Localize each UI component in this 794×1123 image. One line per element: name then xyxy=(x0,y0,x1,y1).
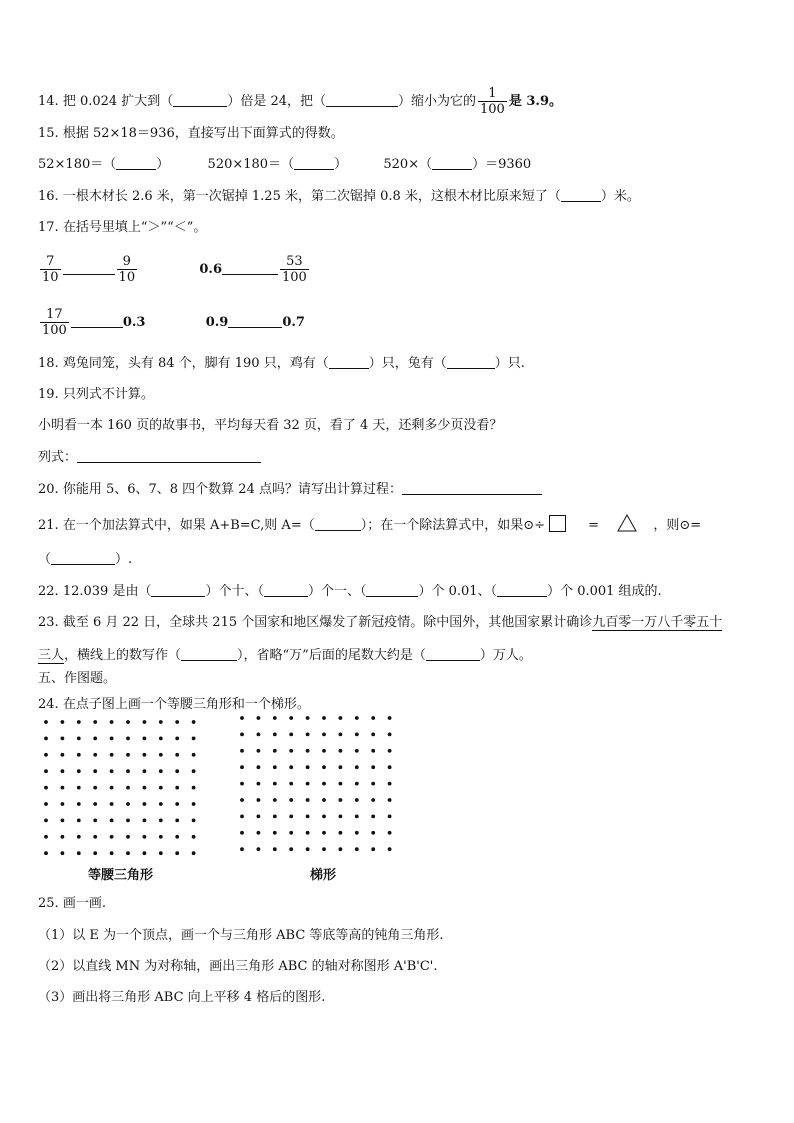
grid-dot[interactable] xyxy=(371,716,375,720)
answer-blank[interactable] xyxy=(366,582,418,597)
grid-dot[interactable] xyxy=(93,720,97,724)
grid-dot[interactable] xyxy=(355,831,359,835)
grid-dot[interactable] xyxy=(240,765,244,769)
answer-blank[interactable] xyxy=(326,92,398,107)
grid-dot[interactable] xyxy=(388,782,392,786)
fraction: $\frac{9}{10}$ xyxy=(118,254,136,285)
grid-dot[interactable] xyxy=(257,765,261,769)
grid-dot[interactable] xyxy=(289,716,293,720)
square-icon xyxy=(549,515,566,532)
grid-dot[interactable] xyxy=(143,835,147,839)
grid-label-isosceles: 等腰三角形 xyxy=(88,868,154,883)
grid-dot[interactable] xyxy=(240,831,244,835)
grid-dot[interactable] xyxy=(306,782,310,786)
grid-dot[interactable] xyxy=(175,720,179,724)
question-21-line2: （ ）. xyxy=(38,552,133,567)
grid-dot[interactable] xyxy=(143,769,147,773)
grid-dot[interactable] xyxy=(289,733,293,737)
grid-dot[interactable] xyxy=(61,802,65,806)
grid-dot[interactable] xyxy=(77,819,81,823)
grid-dot[interactable] xyxy=(339,831,343,835)
question-22: 22. 12.039 是由（ ）个十、（ ）个一、（ ）个 0.01、（ ）个 0.001 组成的. xyxy=(38,584,662,599)
grid-dot[interactable] xyxy=(175,802,179,806)
grid-dot[interactable] xyxy=(77,737,81,741)
grid-dot[interactable] xyxy=(257,815,261,819)
grid-dot[interactable] xyxy=(388,831,392,835)
answer-blank[interactable] xyxy=(447,354,495,369)
answer-blank[interactable] xyxy=(71,313,123,328)
grid-dot[interactable] xyxy=(93,753,97,757)
grid-dot[interactable] xyxy=(93,835,97,839)
grid-dot[interactable] xyxy=(44,753,48,757)
grid-dot[interactable] xyxy=(355,765,359,769)
grid-dot[interactable] xyxy=(388,733,392,737)
grid-dot[interactable] xyxy=(110,802,114,806)
question-25-sub1: （1）以 E 为一个顶点，画一个与三角形 ABC 等底等高的钝角三角形. xyxy=(38,928,444,943)
grid-dot[interactable] xyxy=(159,720,163,724)
grid-dot[interactable] xyxy=(355,716,359,720)
answer-blank[interactable] xyxy=(222,260,278,275)
grid-dot[interactable] xyxy=(61,786,65,790)
section-heading: 五、作图题。 xyxy=(38,671,117,686)
grid-dot[interactable] xyxy=(77,786,81,790)
grid-dot[interactable] xyxy=(388,749,392,753)
grid-dot[interactable] xyxy=(289,831,293,835)
grid-dot[interactable] xyxy=(306,831,310,835)
grid-dot[interactable] xyxy=(273,815,277,819)
grid-dot[interactable] xyxy=(371,733,375,737)
grid-dot[interactable] xyxy=(306,716,310,720)
grid-dot[interactable] xyxy=(93,769,97,773)
grid-dot[interactable] xyxy=(322,798,326,802)
grid-dot[interactable] xyxy=(61,851,65,855)
grid-dot[interactable] xyxy=(126,753,130,757)
question-25: 25. 画一画. xyxy=(38,896,106,911)
grid-dot[interactable] xyxy=(159,737,163,741)
answer-blank[interactable] xyxy=(151,582,205,597)
grid-dot[interactable] xyxy=(322,831,326,835)
grid-dot[interactable] xyxy=(143,737,147,741)
answer-blank[interactable] xyxy=(294,155,334,170)
grid-dot[interactable] xyxy=(240,716,244,720)
grid-dot[interactable] xyxy=(61,753,65,757)
grid-dot[interactable] xyxy=(322,716,326,720)
grid-dot[interactable] xyxy=(257,831,261,835)
grid-dot[interactable] xyxy=(289,798,293,802)
grid-dot[interactable] xyxy=(159,802,163,806)
grid-dot[interactable] xyxy=(175,819,179,823)
question-16: 16. 一根木材长 2.6 米，第一次锯掉 1.25 米，第二次锯掉 0.8 米，这根木材比原来短了（ ）米。 xyxy=(38,189,640,204)
grid-dot[interactable] xyxy=(273,765,277,769)
grid-dot[interactable] xyxy=(61,819,65,823)
grid-dot[interactable] xyxy=(257,716,261,720)
grid-dot[interactable] xyxy=(192,819,196,823)
question-number: 14. xyxy=(38,94,59,109)
compare-row-1: $\frac{7}{10}$ $\frac{9}{10}$ 0.6 $\frac{53}{100}$ xyxy=(42,254,307,285)
grid-dot[interactable] xyxy=(61,769,65,773)
grid-dot[interactable] xyxy=(44,720,48,724)
answer-blank[interactable] xyxy=(432,155,472,170)
fraction: $\frac{7}{10}$ xyxy=(42,254,59,285)
grid-dot[interactable] xyxy=(143,786,147,790)
grid-dot[interactable] xyxy=(388,815,392,819)
grid-label-trapezoid: 梯形 xyxy=(310,868,337,883)
dot-grid-right[interactable] xyxy=(236,712,406,857)
grid-dot[interactable] xyxy=(93,819,97,823)
grid-dot[interactable] xyxy=(192,835,196,839)
grid-dot[interactable] xyxy=(240,749,244,753)
question-17: 17. 在括号里填上“＞”“＜”。 xyxy=(38,220,207,235)
question-23: 23. 截至 6 月 22 日，全球共 215 个国家和地区爆发了新冠疫情。除中国外，其他国家累计确诊九百零一万八千零五十 xyxy=(38,615,723,630)
answer-blank[interactable] xyxy=(63,260,115,275)
answer-blank[interactable] xyxy=(329,354,369,369)
grid-dot[interactable] xyxy=(306,798,310,802)
grid-dot[interactable] xyxy=(77,802,81,806)
grid-dot[interactable] xyxy=(159,819,163,823)
grid-dot[interactable] xyxy=(371,815,375,819)
grid-dot[interactable] xyxy=(240,798,244,802)
grid-dot[interactable] xyxy=(110,819,114,823)
grid-dot[interactable] xyxy=(126,819,130,823)
grid-dot[interactable] xyxy=(273,798,277,802)
grid-dot[interactable] xyxy=(175,753,179,757)
grid-dot[interactable] xyxy=(159,851,163,855)
grid-dot[interactable] xyxy=(192,769,196,773)
grid-dot[interactable] xyxy=(93,737,97,741)
grid-dot[interactable] xyxy=(175,835,179,839)
grid-dot[interactable] xyxy=(339,733,343,737)
grid-dot[interactable] xyxy=(388,716,392,720)
grid-dot[interactable] xyxy=(339,716,343,720)
grid-dot[interactable] xyxy=(257,749,261,753)
grid-dot[interactable] xyxy=(44,802,48,806)
grid-dot[interactable] xyxy=(192,851,196,855)
fraction: $\frac{1}{100}$ xyxy=(480,86,505,117)
grid-dot[interactable] xyxy=(273,847,277,851)
grid-dot[interactable] xyxy=(192,720,196,724)
grid-dot[interactable] xyxy=(339,765,343,769)
grid-dot[interactable] xyxy=(126,720,130,724)
grid-dot[interactable] xyxy=(192,802,196,806)
grid-dot[interactable] xyxy=(371,847,375,851)
grid-dot[interactable] xyxy=(77,769,81,773)
grid-dot[interactable] xyxy=(110,835,114,839)
grid-dot[interactable] xyxy=(159,786,163,790)
question-18: 18. 鸡兔同笼，头有 84 个，脚有 190 只，鸡有（ ）只，兔有（ ）只. xyxy=(38,356,525,371)
grid-dot[interactable] xyxy=(44,737,48,741)
fraction: $\frac{53}{100}$ xyxy=(282,254,307,285)
grid-dot[interactable] xyxy=(355,798,359,802)
grid-dot[interactable] xyxy=(77,753,81,757)
question-19-formula: 列式： xyxy=(38,448,261,467)
answer-line[interactable] xyxy=(402,480,542,495)
grid-dot[interactable] xyxy=(371,765,375,769)
grid-dot[interactable] xyxy=(240,782,244,786)
answer-blank[interactable] xyxy=(228,313,282,328)
grid-dot[interactable] xyxy=(322,815,326,819)
grid-dot[interactable] xyxy=(289,847,293,851)
grid-dot[interactable] xyxy=(175,786,179,790)
grid-dot[interactable] xyxy=(93,802,97,806)
question-15: 15. 根据 52×18＝936，直接写出下面算式的得数。 xyxy=(38,126,344,141)
question-21: 21. 在一个加法算式中，如果 A+B=C,则 A=（ ）；在一个除法算式中，如果⊙÷ = ，则⊙= xyxy=(38,514,701,535)
answer-blank[interactable] xyxy=(264,582,308,597)
grid-dot[interactable] xyxy=(388,765,392,769)
answer-blank[interactable] xyxy=(173,92,227,107)
question-14: 14. 把 0.024 扩大到（ ）倍是 24，把（ ）缩小为它的 $\frac{1}{100}$ 是 3.9。 xyxy=(38,86,562,117)
grid-dot[interactable] xyxy=(273,716,277,720)
grid-dot[interactable] xyxy=(61,720,65,724)
grid-dot[interactable] xyxy=(339,798,343,802)
grid-dot[interactable] xyxy=(289,815,293,819)
grid-dot[interactable] xyxy=(61,835,65,839)
grid-dot[interactable] xyxy=(126,786,130,790)
grid-dot[interactable] xyxy=(240,847,244,851)
grid-dot[interactable] xyxy=(388,798,392,802)
grid-dot[interactable] xyxy=(355,815,359,819)
grid-dot[interactable] xyxy=(322,782,326,786)
grid-dot[interactable] xyxy=(322,765,326,769)
grid-dot[interactable] xyxy=(322,847,326,851)
grid-dot[interactable] xyxy=(192,753,196,757)
grid-dot[interactable] xyxy=(289,749,293,753)
grid-dot[interactable] xyxy=(257,733,261,737)
question-19: 19. 只列式不计算。 xyxy=(38,387,154,402)
grid-dot[interactable] xyxy=(339,749,343,753)
grid-dot[interactable] xyxy=(355,749,359,753)
grid-dot[interactable] xyxy=(240,733,244,737)
answer-blank[interactable] xyxy=(497,582,547,597)
grid-dot[interactable] xyxy=(93,786,97,790)
grid-dot[interactable] xyxy=(44,835,48,839)
grid-dot[interactable] xyxy=(159,835,163,839)
grid-dot[interactable] xyxy=(110,786,114,790)
grid-dot[interactable] xyxy=(306,733,310,737)
answer-blank[interactable] xyxy=(51,550,115,565)
grid-dot[interactable] xyxy=(175,737,179,741)
grid-dot[interactable] xyxy=(306,815,310,819)
grid-dot[interactable] xyxy=(126,851,130,855)
grid-dot[interactable] xyxy=(339,815,343,819)
grid-dot[interactable] xyxy=(110,720,114,724)
grid-dot[interactable] xyxy=(110,737,114,741)
grid-dot[interactable] xyxy=(159,753,163,757)
answer-blank[interactable] xyxy=(426,646,480,661)
grid-dot[interactable] xyxy=(339,847,343,851)
grid-dot[interactable] xyxy=(371,798,375,802)
grid-dot[interactable] xyxy=(371,782,375,786)
question-20: 20. 你能用 5、6、7、8 四个数算 24 点吗？请写出计算过程： xyxy=(38,480,542,499)
grid-dot[interactable] xyxy=(306,749,310,753)
grid-dot[interactable] xyxy=(273,831,277,835)
grid-dot[interactable] xyxy=(257,782,261,786)
grid-dot[interactable] xyxy=(77,851,81,855)
answer-blank[interactable] xyxy=(315,516,361,531)
grid-dot[interactable] xyxy=(126,835,130,839)
grid-dot[interactable] xyxy=(240,815,244,819)
grid-dot[interactable] xyxy=(77,835,81,839)
grid-dot[interactable] xyxy=(175,769,179,773)
grid-dot[interactable] xyxy=(322,733,326,737)
grid-dot[interactable] xyxy=(273,782,277,786)
grid-dot[interactable] xyxy=(44,819,48,823)
question-23-line2: 三人，横线上的数写作（ ），省略“万”后面的尾数大约是（ ）万人。 xyxy=(38,648,532,663)
grid-dot[interactable] xyxy=(143,720,147,724)
grid-dot[interactable] xyxy=(257,798,261,802)
question-25-sub2: （2）以直线 MN 为对称轴，画出三角形 ABC 的轴对称图形 A'B'C'. xyxy=(38,959,438,974)
grid-dot[interactable] xyxy=(355,847,359,851)
question-24: 24. 在点子图上画一个等腰三角形和一个梯形。 xyxy=(38,697,310,712)
grid-dot[interactable] xyxy=(192,737,196,741)
compare-row-2: $\frac{17}{100}$ 0.3 0.9 0.7 xyxy=(42,307,305,338)
grid-dot[interactable] xyxy=(306,847,310,851)
grid-dot[interactable] xyxy=(126,769,130,773)
grid-dot[interactable] xyxy=(44,769,48,773)
grid-dot[interactable] xyxy=(93,851,97,855)
triangle-icon xyxy=(617,514,637,532)
question-25-sub3: （3）画出将三角形 ABC 向上平移 4 格后的图形. xyxy=(38,990,326,1005)
grid-dot[interactable] xyxy=(289,782,293,786)
grid-dot[interactable] xyxy=(61,737,65,741)
grid-dot[interactable] xyxy=(159,769,163,773)
grid-dot[interactable] xyxy=(175,851,179,855)
grid-dot[interactable] xyxy=(126,802,130,806)
grid-dot[interactable] xyxy=(355,733,359,737)
grid-dot[interactable] xyxy=(110,753,114,757)
answer-blank[interactable] xyxy=(181,646,237,661)
grid-dot[interactable] xyxy=(273,733,277,737)
grid-dot[interactable] xyxy=(257,847,261,851)
grid-dot[interactable] xyxy=(388,847,392,851)
grid-dot[interactable] xyxy=(192,786,196,790)
grid-dot[interactable] xyxy=(306,765,310,769)
grid-dot[interactable] xyxy=(44,786,48,790)
grid-dot[interactable] xyxy=(110,769,114,773)
grid-dot[interactable] xyxy=(77,720,81,724)
grid-dot[interactable] xyxy=(143,753,147,757)
grid-dot[interactable] xyxy=(355,782,359,786)
answer-blank[interactable] xyxy=(561,187,601,202)
grid-dot[interactable] xyxy=(143,819,147,823)
answer-blank[interactable] xyxy=(116,155,156,170)
grid-dot[interactable] xyxy=(371,749,375,753)
question-15-items: 52×180＝（ ） 520×180＝（ ） 520×（ ）＝9360 xyxy=(38,157,532,172)
question-19-story: 小明看一本 160 页的故事书，平均每天看 32 页，看了 4 天，还剩多少页没看？ xyxy=(38,418,503,433)
grid-dot[interactable] xyxy=(126,737,130,741)
grid-dot[interactable] xyxy=(273,749,277,753)
answer-line[interactable] xyxy=(77,448,261,463)
grid-dot[interactable] xyxy=(371,831,375,835)
grid-dot[interactable] xyxy=(339,782,343,786)
fraction: $\frac{17}{100}$ xyxy=(42,307,67,338)
grid-dot[interactable] xyxy=(44,851,48,855)
grid-dot[interactable] xyxy=(110,851,114,855)
grid-dot[interactable] xyxy=(143,802,147,806)
grid-dot[interactable] xyxy=(143,851,147,855)
grid-dot[interactable] xyxy=(289,765,293,769)
dot-grid-left[interactable] xyxy=(40,716,210,861)
grid-dot[interactable] xyxy=(322,749,326,753)
